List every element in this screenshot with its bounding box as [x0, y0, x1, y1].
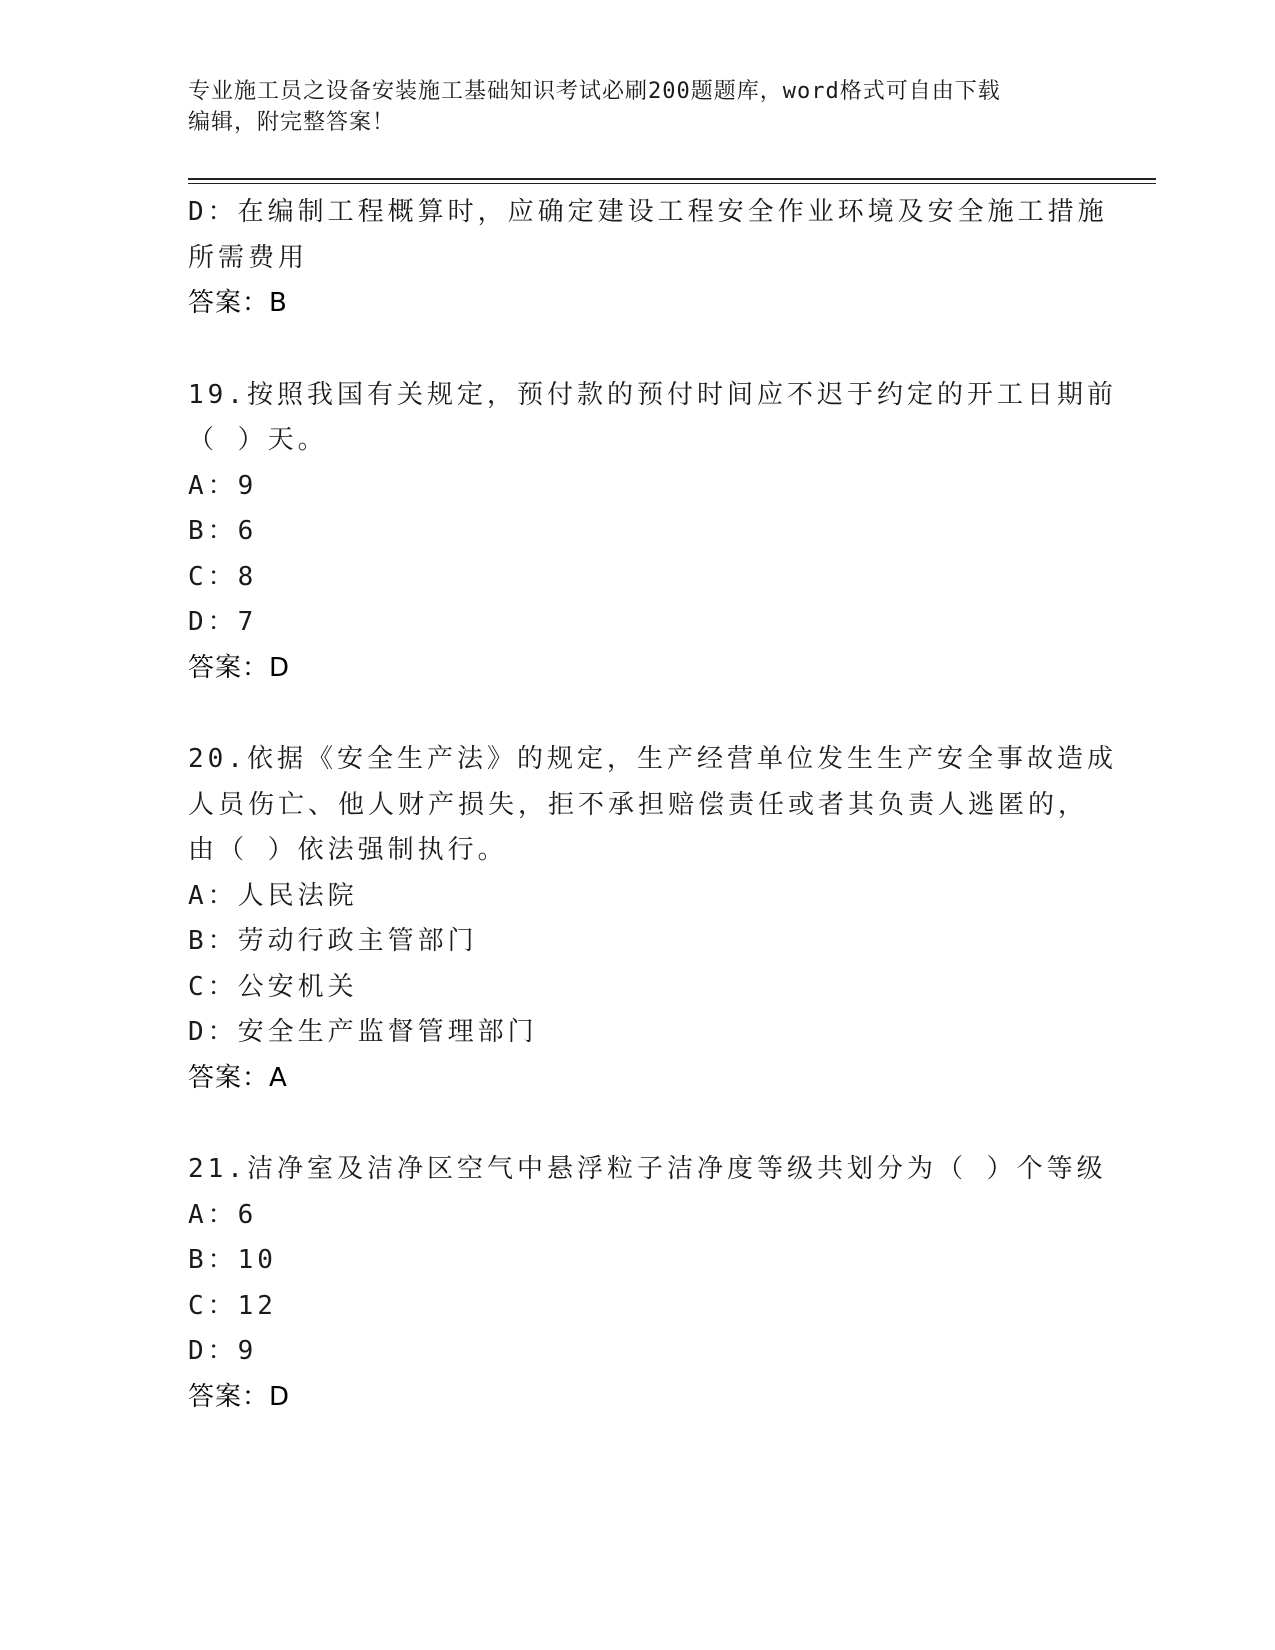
header-title-line-1: 专业施工员之设备安装施工基础知识考试必刷200题题库，word格式可自由下载 [188, 79, 1001, 104]
header-divider-thick [188, 178, 1156, 180]
option-b: B：10 [188, 1245, 277, 1275]
question-stem-line-1: 21.洁净室及洁净区空气中悬浮粒子洁净度等级共划分为（ ）个等级 [188, 1154, 1107, 1184]
answer-line: 答案：D [188, 652, 291, 683]
option-d: D：安全生产监督管理部门 [188, 1017, 538, 1047]
question-stem-line-1: 20.依据《安全生产法》的规定，生产经营单位发生生产安全事故造成 [188, 744, 1117, 774]
option-b: B：劳动行政主管部门 [188, 926, 478, 956]
option-c: C：公安机关 [188, 971, 358, 1002]
option-d: D：9 [188, 1336, 258, 1366]
option-a: A：6 [188, 1199, 258, 1230]
option-c: C：8 [188, 561, 258, 592]
question-stem-line-2: 人员伤亡、他人财产损失，拒不承担赔偿责任或者其负责人逃匿的， [188, 789, 1089, 820]
header-divider-thin [188, 183, 1156, 184]
answer-line: 答案：B [188, 288, 288, 318]
document-header [188, 76, 1068, 138]
option-d: D：7 [188, 607, 258, 637]
answer-line: 答案：A [188, 1062, 288, 1093]
question-stem-line-2: （ ）天。 [188, 425, 328, 455]
option-a: A：9 [188, 470, 258, 501]
header-title-line-2: 编辑，附完整答案！ [188, 110, 396, 135]
option-d-line-1: D：在编制工程概算时，应确定建设工程安全作业环境及安全施工措施 [188, 197, 1108, 227]
option-d-line-2: 所需费用 [188, 242, 309, 273]
question-21 [188, 1147, 1107, 1420]
option-a: A：人民法院 [188, 880, 358, 911]
question-20 [188, 737, 1117, 1101]
answer-line: 答案：D [188, 1381, 291, 1412]
question-stem-line-3: 由（ ）依法强制执行。 [188, 835, 508, 865]
question-19 [188, 373, 1117, 692]
option-b: B：6 [188, 516, 258, 546]
question-18-tail [188, 190, 1108, 327]
option-c: C：12 [188, 1290, 277, 1321]
question-list [188, 190, 1117, 1420]
question-stem-line-1: 19.按照我国有关规定，预付款的预付时间应不迟于约定的开工日期前 [188, 379, 1117, 410]
